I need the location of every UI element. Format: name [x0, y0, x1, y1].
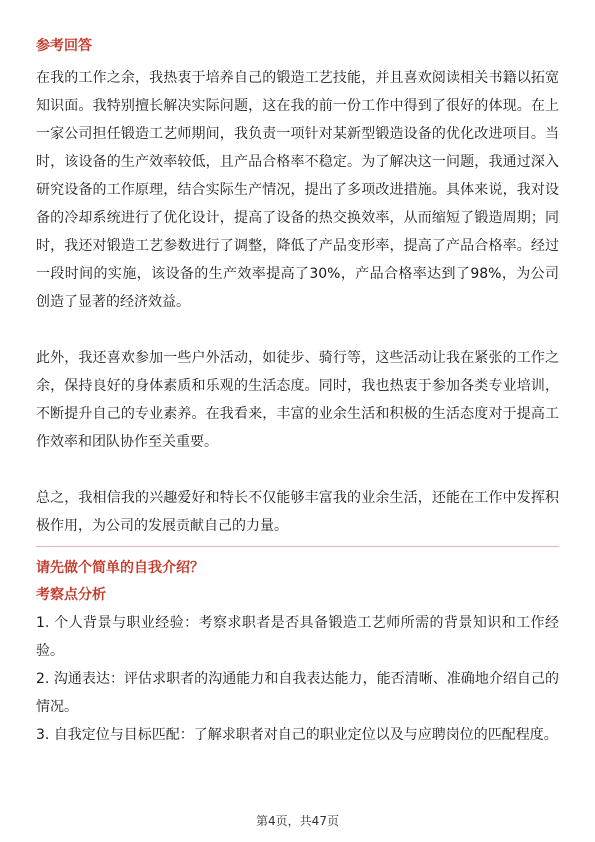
answer-paragraph-1: 在我的工作之余，我热衷于培养自己的锻造工艺技能，并且喜欢阅读相关书籍以拓宽知识面。我特别擅长解决实际问题，这在我的前一份工作中得到了很好的体现。在上一家公司担任锻造工艺师期间，我负责一项针对某新型锻造设备的优化改进项目。当时，该设备的生产效率较低，且产品合格率不稳定。为了解决这一问题，我通过深入研究设备的工作原理，结合实际生产情况，提出了多项改进措施。具体来说，我对设备的冷却系统进行了优化设计，提高了设备的热交换效率，从而缩短了锻造周期；同时，我还对锻造工艺参数进行了调整，降低了产品变形率，提高了产品合格率。经过一段时间的实施，该设备的生产效率提高了30%，产品合格率达到了98%，为公司创造了显著的经济效益。	[36, 70, 559, 310]
answer-paragraph-3: 总之，我相信我的兴趣爱好和特长不仅能够丰富我的业余生活，还能在工作中发挥积极作用，为公司的发展贡献自己的力量。	[36, 490, 559, 534]
paragraph-gap	[36, 316, 559, 344]
page-number: 第4页，共47页	[256, 814, 339, 828]
analysis-item-1: 1. 个人背景与职业经验：考察求职者是否具备锻造工艺师所需的背景知识和工作经验。	[36, 615, 559, 659]
analysis-item-3: 3. 自我定位与目标匹配：了解求职者对自己的职业定位以及与应聘岗位的匹配程度。	[36, 727, 558, 743]
section-divider	[36, 546, 559, 547]
paragraph-gap	[36, 456, 559, 484]
question-title: 请先做个简单的自我介绍？	[36, 560, 204, 576]
page-content	[36, 36, 559, 749]
analysis-heading: 考察点分析	[36, 587, 106, 603]
analysis-item-2: 2. 沟通表达：评估求职者的沟通能力和自我表达能力，能否清晰、准确地介绍自己的情况。	[36, 671, 559, 715]
reference-answer-heading: 参考回答	[36, 38, 92, 54]
answer-paragraph-2: 此外，我还喜欢参加一些户外活动，如徒步、骑行等，这些活动让我在紧张的工作之余，保持良好的身体素质和乐观的生活态度。同时，我也热衷于参加各类专业培训，不断提升自己的专业素养。在我看来，丰富的业余生活和积极的生活态度对于提高工作效率和团队协作至关重要。	[36, 350, 559, 450]
